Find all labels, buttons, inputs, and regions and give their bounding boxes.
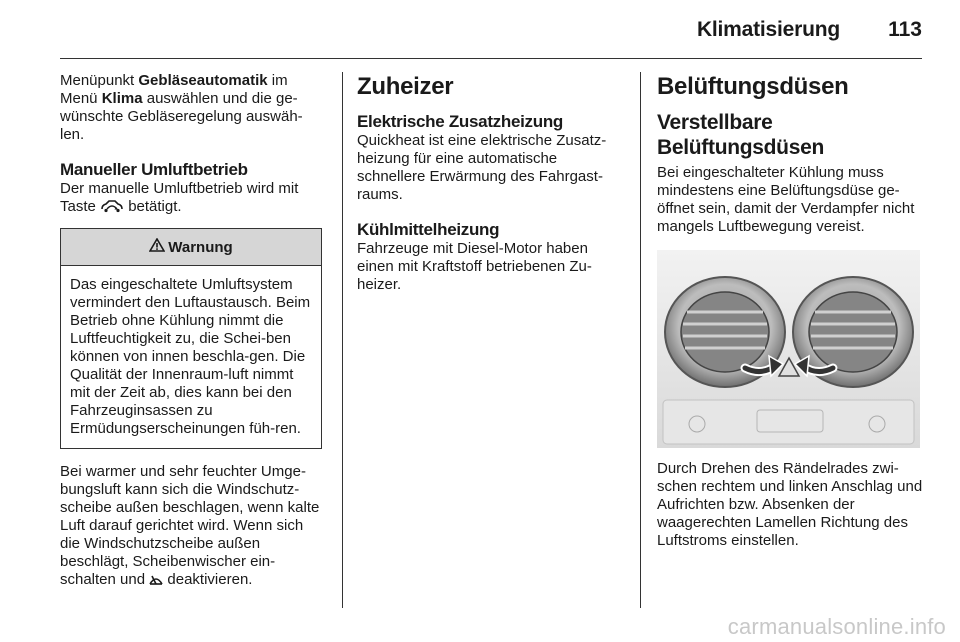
warning-title: Warnung	[168, 238, 233, 256]
warning-text: Das eingeschaltete Umluftsystem vermindert den Luftaustausch. Beim Betrieb ohne Kühlung nimmt die Luftfeuchtigkeit zu, die Schei-ben können von innen beschla-gen. Die Qualität der Innenraum-luft nimmt mit der Zeit ab, dies kann bei den Fahrzeuginsassen zu Ermüdungserscheinungen füh-ren.	[70, 276, 311, 437]
subsection-coolant-heater: Kühlmittelheizung	[357, 220, 500, 239]
menu-item-blower-auto: Gebläseautomatik	[138, 72, 268, 89]
warning-body	[61, 266, 321, 448]
subsection-adjustable-vents-line1: Verstellbare	[657, 111, 773, 134]
header-rule	[60, 58, 922, 59]
intro-paragraph: Menüpunkt Gebläseautomatik im Menü Klima auswählen und die ge-wünschte Gebläseregelung auswäh-len.	[60, 72, 303, 143]
column-divider-2	[640, 72, 641, 608]
page-header	[0, 0, 960, 60]
vents-text-1: Bei eingeschalteter Kühlung muss mindestens eine Belüftungsdüse ge-öffnet sein, damit der Verdampfer nicht mangels Luftbewegung vereist.	[657, 164, 915, 235]
windshield-wiper-icon	[149, 572, 163, 591]
column-2	[357, 72, 625, 294]
coolant-heater-text: Fahrzeuge mit Diesel-Motor haben einen mit Kraftstoff betriebenen Zu-heizer.	[357, 240, 592, 293]
warning-box	[60, 228, 322, 449]
vents-text-2: Durch Drehen des Rändelrades zwi-schen rechtem und linken Anschlag und Aufrichten bzw. Absenken der waagerechten Lamellen Richtung des Luftstroms einstellen.	[657, 460, 923, 549]
air-vents-photo	[657, 250, 920, 448]
subsection-electric-heater: Elektrische Zusatzheizung	[357, 112, 563, 131]
subsection-adjustable-vents-line2: Belüftungsdüsen	[657, 136, 824, 159]
column-3	[657, 72, 925, 550]
section-heading-recirculation: Manueller Umluftbetrieb	[60, 160, 248, 179]
watermark: carmanualsonline.info	[727, 614, 946, 639]
warning-header	[61, 229, 321, 266]
column-divider-1	[342, 72, 343, 608]
recirculation-paragraph: Der manuelle Umluftbetrieb wird mit Taste betätigt.	[60, 180, 326, 218]
section-title-air-vents: Belüftungsdüsen	[657, 73, 849, 100]
fogging-paragraph: Bei warmer und sehr feuchter Umge-bungsluft kann sich die Windschutz-scheibe außen beschlagen, wenn kalte Luft darauf gerichtet wird. Wenn sich die Windschutzscheibe außen beschlägt, Scheibenwischer ein-schalten und deaktivieren.	[60, 463, 326, 591]
warning-triangle-icon	[149, 238, 165, 256]
electric-heater-text: Quickheat ist eine elektrische Zusatz-heizung für eine automatische schnellere Erwärmung des Fahrgast-raums.	[357, 132, 607, 203]
column-1	[60, 72, 326, 591]
menu-climate: Klima	[101, 90, 143, 107]
recirculation-car-icon	[100, 199, 124, 218]
page-number: 113	[888, 18, 922, 41]
section-title-auxiliary-heater: Zuheizer	[357, 73, 454, 100]
chapter-title: Klimatisierung	[696, 18, 840, 41]
